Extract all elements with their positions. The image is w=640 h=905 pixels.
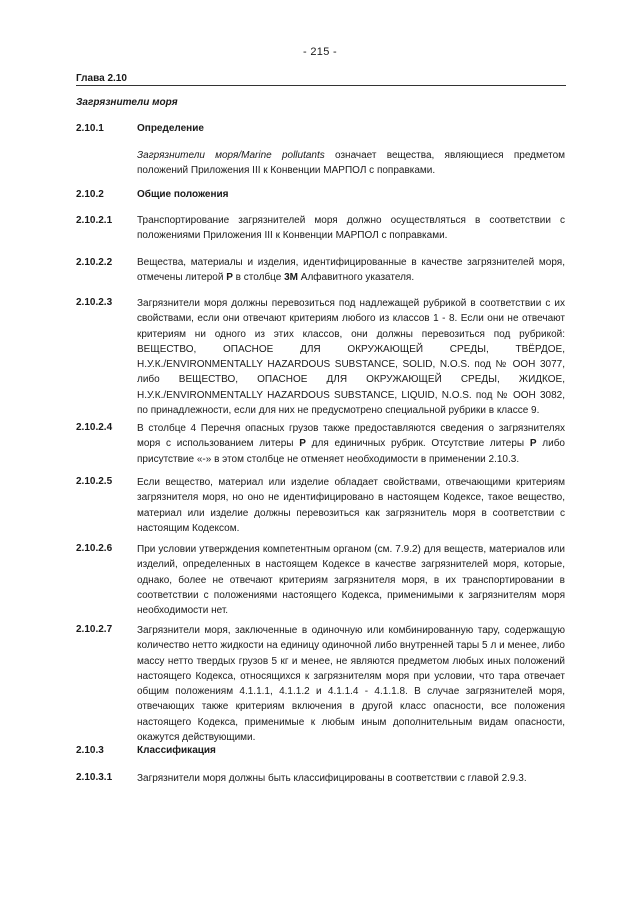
paragraph-number: 2.10.2.2: [76, 257, 113, 268]
letter-p: P: [529, 438, 537, 450]
letter-p: P: [226, 272, 233, 284]
text-segment: Вещества, материалы и изделия, идентифицированные в качестве загрязнителей моря, отмечены литерой: [137, 257, 565, 284]
section-number: 2.10.3: [76, 745, 104, 756]
paragraph-text: [137, 421, 565, 467]
paragraph-number: 2.10.2.6: [76, 543, 113, 554]
text-segment: Алфавитного указателя.: [298, 272, 415, 284]
paragraph-number: 2.10.2.7: [76, 624, 113, 635]
text-segment: либо присутствие «-» в этом столбце не отменяет необходимости в применении 2.10.3.: [137, 438, 565, 465]
paragraph-text: Если вещество, материал или изделие обладает свойствами, отвечающими критериям загрязнителя моря, но оно не идентифицировано в настоящем Кодексе, такое вещество, материал или изделие должны перевозиться как загрязнитель моря в соответствии с настоящим Кодексом.: [137, 477, 565, 534]
section-number: 2.10.1: [76, 123, 104, 134]
paragraph-text: Транспортирование загрязнителей моря должно осуществляться в соответствии с положениями Приложения III к Конвенции МАРПОЛ с поправками.: [137, 215, 565, 242]
paragraph-number: 2.10.2.4: [76, 422, 113, 433]
paragraph-text: Загрязнители моря должны быть классифицированы в соответствии с главой 2.9.3.: [137, 773, 527, 784]
header-divider: [76, 85, 566, 86]
paragraph-text: Загрязнители моря, заключенные в одиночную или комбинированную тару, содержащую количество нетто жидкости на единицу одиночной либо внутренней тары 5 л и менее, либо массу нетто твердых грузов 5 кг и менее, не являются предметом любых иных положений настоящего Кодекса, относящихся к загрязнителям моря при условии, что тара отвечает общим положениям 4.1.1.1, 4.1.1.2 и 4.1.1.4 - 4.1.1.8. В случае загрязнителей моря, отвечающих также критериям включения в другой класс опасности, все положения настоящего Кодекса, применимые к любым иным дополнительным видам опасности, окажутся действующими.: [137, 625, 565, 744]
paragraph-number: 2.10.2.5: [76, 476, 113, 487]
letter-p: P: [299, 438, 306, 450]
text-segment: для единичных рубрик. Отсутствие литеры: [305, 438, 530, 450]
paragraph-text: Загрязнители моря должны перевозиться под надлежащей рубрикой в соответствии с их свойствами, если они отвечают критериям любого из классов 1 - 8. Если они не отвечают критериям ни одного из этих классов, они должны перевозиться под рубрикой: ВЕЩЕСТВО, ОПАСНОЕ ДЛЯ ОКРУЖАЮЩЕЙ СРЕДЫ, ТВЁРДОЕ, Н.У.К./ENVIRONMENTALLY HAZARDOUS SUBSTANCE, SOLID, N.O.S. под № ООН 3077, либо ВЕЩЕСТВО, ОПАСНОЕ ДЛЯ ОКРУЖАЮЩЕЙ СРЕДЫ, ЖИДКОЕ, Н.У.К./ENVIRONMENTALLY HAZARDOUS SUBSTANCE, LIQUID, N.O.S. под № ООН 3082, по принадлежности, если для них не предусмотрено специальной рубрики в классе 9.: [137, 298, 565, 417]
column-ref: 3М: [284, 272, 299, 284]
page-number: - 215 -: [303, 46, 337, 58]
paragraph-text: [137, 255, 565, 286]
paragraph-number: 2.10.3.1: [76, 772, 113, 783]
chapter-label: Глава 2.10: [76, 73, 127, 84]
paragraph-number: 2.10.2.1: [76, 215, 113, 226]
section-heading: Общие положения: [137, 189, 229, 200]
section-heading: Классификация: [137, 745, 216, 756]
section-heading: Определение: [137, 123, 204, 134]
definition-text: означает вещества, являющиеся предметом положений Приложения III к Конвенции МАРПОЛ с поправками.: [137, 150, 566, 177]
definition-paragraph: [137, 148, 565, 179]
text-segment: в столбце: [232, 272, 285, 284]
paragraph-number: 2.10.2.3: [76, 297, 113, 308]
paragraph-text: При условии утверждения компетентным органом (см. 7.9.2) для веществ, материалов или изделий, определенных в настоящем Кодексе в качестве загрязнителей моря, которые, однако, более не отвечают критериям загрязнителя моря, в их транспортировании в соответствии с положениями настоящего Кодекса, применимыми к загрязнителям моря необходимости нет.: [137, 544, 565, 617]
defined-term: Загрязнители моря/Marine pollutants: [137, 150, 325, 161]
section-number: 2.10.2: [76, 189, 104, 200]
text-segment: В столбце 4 Перечня опасных грузов также предоставляются сведения о загрязнителях моря с использованием литеры: [137, 423, 565, 450]
chapter-title: Загрязнители моря: [76, 97, 178, 108]
